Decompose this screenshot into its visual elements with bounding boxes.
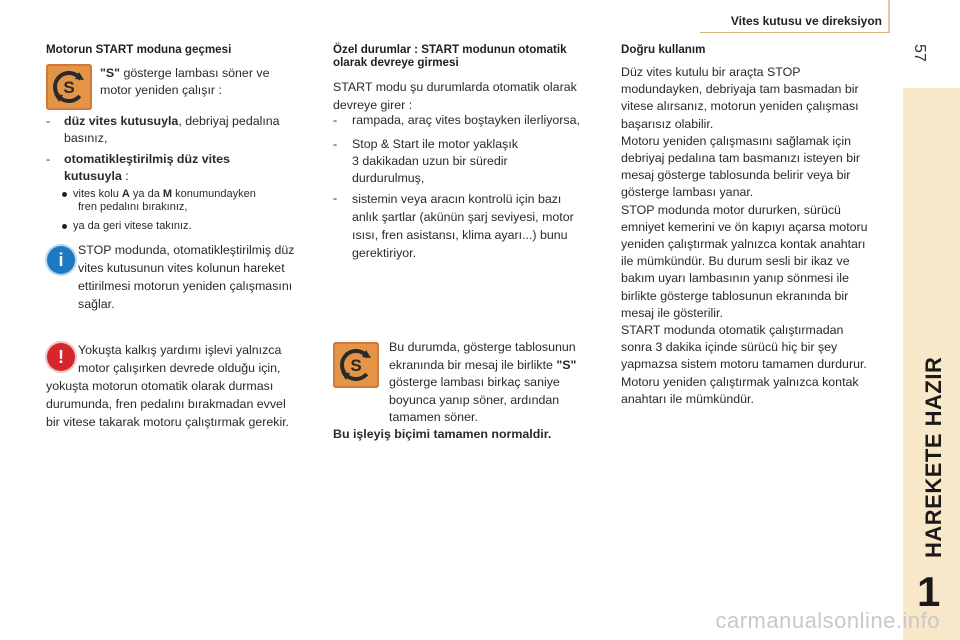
bullet-dot — [62, 192, 67, 197]
col2-note: Bu durumda, gösterge tablosunun ekranında bir mesaj ile birlikte "S" gösterge lambası birkaç saniye boyunca yanıp söner, ardından tamamen söner. — [389, 340, 577, 424]
start-icon-letter: S — [63, 78, 75, 97]
auto-gearbox-label: otomatikleştirilmiş düz vites — [64, 152, 230, 166]
col2-heading: Özel durumlar : START modunun otomatik olarak devreye girmesi — [333, 43, 567, 69]
chapter-side-tab — [903, 88, 960, 640]
list-item: rampada, araç vites boştayken ilerliyorsa, — [352, 113, 580, 127]
bullet-dot — [62, 224, 67, 229]
info-icon: i — [47, 246, 75, 274]
list-item: Stop & Start ile motor yaklaşık 3 dakikadan uzun bir süredir durdurulmuş, — [352, 137, 518, 185]
dash: - — [333, 191, 338, 205]
intro-text-2: motor yeniden çalışır : — [100, 83, 222, 97]
col2-conclusion: Bu işleyiş biçimi tamamen normaldir. — [333, 427, 552, 441]
warning-note: Yokuşta kalkış yardımı işlevi yalnızca motor çalışırken devrede olduğu için, — [78, 343, 282, 375]
dash: - — [333, 137, 338, 151]
col3-body: Düz vites kutulu bir araçta STOP modundayken, debriyaja tam basmadan bir vitese alırsanız, motorun yeniden çalışması başarısız olabilir. Motoru yeniden çalışmasını sağlamak için debriyaj pedalına tam basmanızı isteyen bir mesaj gösterge tablosunda belirir veya bir gösterge lambası yanar. STOP modunda motor dururken, sürücü emniyet kemerini ve ön kapıyı açarsa motoru yeniden çalıştırmak yalnızca kontak anahtarı ile mümkündür. Bu durum sesli bir ikaz ve bakım uyarı lambasının yanıp sönmesi ile birlikte gösterge tablosunun ekranında bir mesaj ile gösterilir. START modunda otomatik çalıştırmadan sonra 3 dakika içinde sürücü hiç bir şey yapmazsa sistem motoru tamamen durdurur. Motoru yeniden çalıştırmak yalnızca kontak anahtarı ile mümkündür. — [621, 65, 868, 406]
intro-text: gösterge lambası söner ve — [120, 66, 270, 80]
col1-heading: Motorun START moduna geçmesi — [46, 43, 232, 56]
warning-icon: ! — [47, 343, 75, 371]
auto-gearbox-label-2: kutusuyla — [64, 169, 122, 183]
start-icon-letter: S — [350, 356, 362, 375]
manual-gearbox-text-2: basınız, — [64, 131, 108, 145]
list-item: sistemin veya aracın kontrolü için bazı anlık şartlar (akünün şarj seviyesi, motor ısısı, fren asistansı, klima ayarı...) bunu gerektiriyor. — [352, 192, 574, 260]
chapter-tab-label: HAREKETE HAZIR — [921, 356, 946, 558]
page-section-title: Vites kutusu ve direksiyon — [730, 14, 882, 28]
list-item: ya da geri vitese takınız. — [62, 220, 312, 233]
start-mode-icon — [333, 342, 379, 388]
list-item: vites kolu A ya da M konumundayken fren pedalını bırakınız, — [62, 188, 312, 214]
page-number: 57 — [911, 44, 928, 62]
auto-gearbox-colon: : — [121, 169, 129, 183]
info-note: STOP modunda, otomatikleştirilmiş düz vites kutusunun vites kolunun hareket ettirilmesi motorun yeniden çalışmasını sağlar. — [78, 243, 295, 311]
header-divider — [700, 32, 890, 33]
warning-note-cont: yokuşta motorun otomatik olarak durması durumunda, fren pedalını bırakmadan evvel bir vitese takarak motoru çalıştırmak gerekir. — [46, 379, 290, 429]
start-mode-icon — [46, 64, 92, 110]
col2-intro: START modu şu durumlarda otomatik olarak devreye girer : — [333, 80, 577, 112]
col3-heading: Doğru kullanım — [621, 43, 706, 56]
dash: - — [46, 114, 51, 128]
dash: - — [333, 113, 338, 127]
manual-gearbox-label: düz vites kutusuyla — [64, 114, 179, 128]
manual-gearbox-text: , debriyaj pedalına — [178, 114, 280, 128]
dash: - — [46, 152, 51, 166]
header-accent-bar — [888, 0, 890, 33]
watermark: carmanualsonline.info — [715, 608, 940, 633]
s-lamp-label: "S" — [100, 66, 121, 80]
chapter-number: 1 — [917, 568, 941, 615]
